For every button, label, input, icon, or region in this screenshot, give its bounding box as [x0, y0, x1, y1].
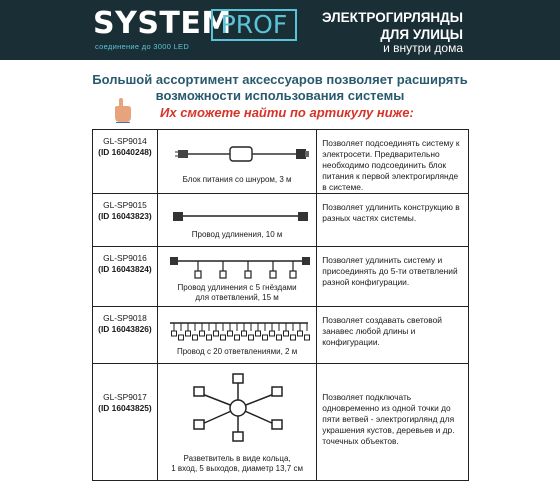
article-id: (ID 16043826) [98, 324, 152, 334]
branch-socket [192, 335, 197, 340]
article-cell [93, 307, 158, 364]
table-row [93, 247, 469, 307]
brand-header [0, 0, 560, 60]
article-cell [93, 194, 158, 247]
article-code: GL-SP9015 [103, 200, 147, 210]
pointing-hand-icon [110, 97, 136, 123]
article-code: GL-SP9018 [103, 313, 147, 323]
product-image-cell [157, 307, 316, 364]
header-subtitle: и внутри дома [383, 41, 463, 55]
table-row [93, 364, 469, 481]
article-id: (ID 16043823) [98, 211, 152, 221]
branch-socket [290, 335, 295, 340]
branch-socket [248, 335, 253, 340]
branch-socket [262, 335, 267, 340]
product-caption [158, 454, 316, 473]
branch-socket [185, 331, 190, 336]
branch-socket [178, 335, 183, 340]
branch-socket [199, 331, 204, 336]
branch-socket [283, 331, 288, 336]
product-image-cell [157, 194, 316, 247]
product-caption: Блок питания со шнуром, 3 м [182, 175, 292, 184]
article-cell [93, 130, 158, 194]
description-cell: Позволяет удлинить конструкцию в разных частях системы. [317, 194, 469, 247]
intro-line2: возможности использования системы [155, 88, 405, 103]
header-title-line1: ЭЛЕКТРОГИРЛЯНДЫ [322, 10, 463, 25]
product-image-cell [157, 130, 316, 194]
product-caption-line2: 1 вход, 5 выходов, диаметр 13,7 см [171, 463, 303, 473]
branch-socket [213, 331, 218, 336]
product-caption: Провод удлинения, 10 м [191, 230, 283, 239]
product-caption-line1: Разветвитель в виде кольца, [183, 454, 291, 463]
table-row [93, 130, 469, 194]
lead-text: Их сможете найти по артикулу ниже: [160, 105, 414, 120]
article-id: (ID 16040248) [98, 147, 152, 157]
description-cell: Позволяет создавать световой занавес любой длины и конфигурации. [317, 307, 469, 364]
product-image-cell [157, 364, 316, 481]
branch-socket [304, 335, 309, 340]
brand-tagline: соединение до 3000 LED [95, 42, 190, 51]
branch-socket [241, 331, 246, 336]
article-code: GL-SP9016 [103, 253, 147, 263]
branch-socket [220, 335, 225, 340]
article-id: (ID 16043824) [98, 264, 152, 274]
product-caption [158, 283, 316, 302]
accessories-table [92, 129, 469, 481]
header-title-line2: ДЛЯ УЛИЦЫ [380, 27, 463, 42]
product-caption: Провод с 20 ответвлениями, 2 м [176, 347, 298, 356]
description-cell: Позволяет подключать одновременно из одной точки до пяти ветвей - электрогирлянд для украшения кустов, деревьев и др. точечных объектов. [317, 364, 469, 481]
branch-socket [269, 331, 274, 336]
product-caption-line2: для ответвлений, 15 м [195, 292, 279, 302]
description-cell: Позволяет удлинить систему и присоединять до 5-ти ответвлений разной конфигурации. [317, 247, 469, 307]
article-cell [93, 364, 158, 481]
brand-logo-word: SYSTEM [93, 6, 232, 41]
branch-socket [297, 331, 302, 336]
table-row [93, 194, 469, 247]
description-cell: Позволяет подсоединять систему к электросети. Предварительно необходимо подсоединить блок питания к первой электрогирлянде в системе. [317, 130, 469, 194]
product-caption-line1: Провод удлинения с 5 гнёздами [177, 283, 297, 292]
branch-socket [171, 331, 176, 336]
branch-socket [234, 335, 239, 340]
header-title [243, 9, 463, 43]
product-image-cell [157, 247, 316, 307]
article-code: GL-SP9017 [103, 392, 147, 402]
article-code: GL-SP9014 [103, 136, 147, 146]
intro-line1: Большой ассортимент аксессуаров позволяет расширять [92, 72, 468, 87]
article-cell [93, 247, 158, 307]
article-id: (ID 16043825) [98, 403, 152, 413]
branch-socket [206, 335, 211, 340]
branch-socket [227, 331, 232, 336]
table-row [93, 307, 469, 364]
branch-socket [276, 335, 281, 340]
brand-logo-box: PROF [211, 9, 297, 41]
branch-socket [255, 331, 260, 336]
